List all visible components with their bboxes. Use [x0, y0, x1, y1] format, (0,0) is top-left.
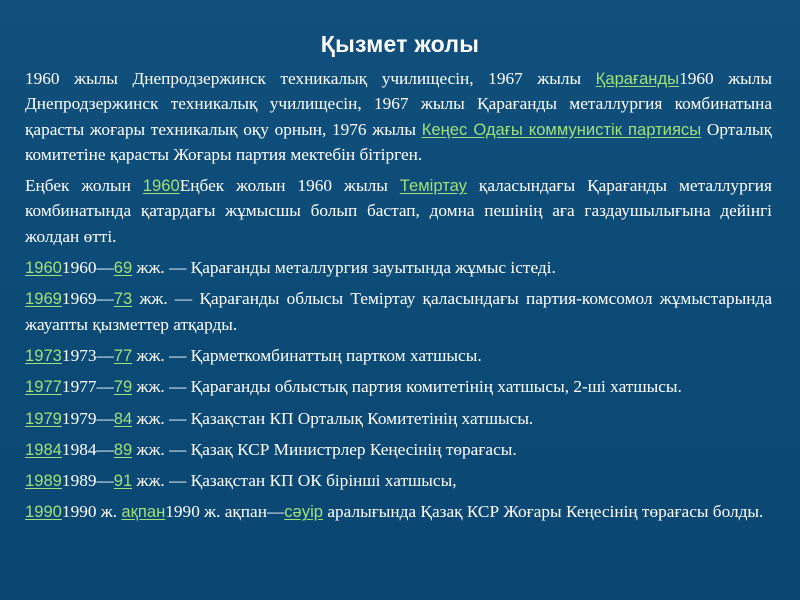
wiki-link[interactable]: 1989	[25, 471, 62, 491]
text-segment: 1973—	[61, 345, 114, 365]
paragraph	[25, 255, 772, 280]
text-segment: жж. — Қазақстан КП Орталық Комитетінің хатшысы.	[132, 408, 534, 428]
text-segment: аралығында Қазақ КСР Жоғары Кеңесінің төрағасы болды.	[323, 502, 764, 522]
text-segment: Орталық комитетіне қарасты Жоғары партия мектебін бітірген.	[25, 119, 772, 164]
paragraph	[25, 66, 772, 167]
biography-text	[25, 66, 772, 531]
text-segment: 1960 жылы Днепродзержинск техникалық училищесін, 1967 жылы Қарағанды металлургия комбинатына қарасты жоғары техникалық оқу орнын, 1976 жылы	[25, 69, 773, 139]
wiki-link[interactable]: 1960	[25, 258, 62, 278]
paragraph	[25, 343, 772, 368]
text-segment: 1990 ж. ақпан—	[165, 502, 285, 522]
text-segment: жж. — Қазақстан КП ОК бірінші хатшысы,	[132, 471, 457, 491]
paragraph	[25, 468, 772, 493]
wiki-link[interactable]: 77	[113, 345, 133, 365]
text-segment: Еңбек жолын	[25, 176, 143, 196]
wiki-link[interactable]: сәуір	[284, 502, 323, 522]
wiki-link[interactable]: 73	[113, 289, 133, 309]
text-segment: 1990 ж.	[61, 502, 122, 522]
text-segment: 1977—	[61, 377, 114, 397]
text-segment: жж. — Қарағанды металлургия зауытында жұмыс істеді.	[132, 258, 556, 278]
wiki-link[interactable]: ақпан	[121, 502, 166, 522]
text-segment: жж. — Қазақ КСР Министрлер Кеңесінің төрағасы.	[132, 439, 517, 459]
text-segment: 1984—	[61, 439, 114, 459]
wiki-link[interactable]: 1979	[25, 408, 62, 428]
text-segment: 1969—	[61, 289, 114, 309]
text-segment: 1989—	[61, 471, 114, 491]
wiki-link[interactable]: 1984	[25, 439, 62, 459]
text-segment: қаласындағы Қарағанды металлургия комбинатында қатардағы жұмысшы болып бастап, домна пешінің аға газдаушылығына дейінгі жолдан өтті.	[25, 176, 772, 246]
text-segment: 1960—	[61, 258, 114, 278]
wiki-link[interactable]: Теміртау	[399, 176, 467, 196]
paragraph	[25, 406, 772, 431]
wiki-link[interactable]: 89	[113, 439, 133, 459]
wiki-link[interactable]: 84	[113, 408, 133, 428]
text-segment: 1979—	[61, 408, 114, 428]
paragraph	[25, 499, 772, 524]
paragraph	[25, 286, 772, 337]
text-segment: 1960 жылы Днепродзержинск техникалық училищесін, 1967 жылы	[25, 69, 596, 88]
wiki-link[interactable]: Қарағанды	[595, 69, 680, 88]
paragraph	[25, 173, 772, 249]
paragraph	[25, 437, 772, 462]
wiki-link[interactable]: 79	[113, 377, 133, 397]
wiki-link[interactable]: 1973	[25, 345, 62, 365]
text-segment: жж. — Қарағанды облыстық партия комитетінің хатшысы, 2-ші хатшысы.	[132, 377, 682, 397]
wiki-link[interactable]: Кеңес Одағы коммунистік партиясы	[421, 119, 702, 139]
page-title: Қызмет жолы	[320, 31, 480, 57]
wiki-link[interactable]: 69	[113, 258, 133, 278]
wiki-link[interactable]: 91	[113, 471, 133, 491]
text-segment: жж. — Қарметкомбинаттың партком хатшысы.	[132, 345, 482, 365]
text-segment: жж. — Қарағанды облысы Теміртау қаласындағы партия-комсомол жұмыстарында жауапты қызметтер атқарды.	[25, 289, 772, 334]
text-segment: Еңбек жолын 1960 жылы	[179, 176, 400, 196]
wiki-link[interactable]: 1960	[142, 176, 180, 196]
wiki-link[interactable]: 1977	[25, 377, 62, 397]
paragraph	[25, 374, 772, 399]
wiki-link[interactable]: 1990	[25, 502, 62, 522]
wiki-link[interactable]: 1969	[25, 289, 62, 309]
